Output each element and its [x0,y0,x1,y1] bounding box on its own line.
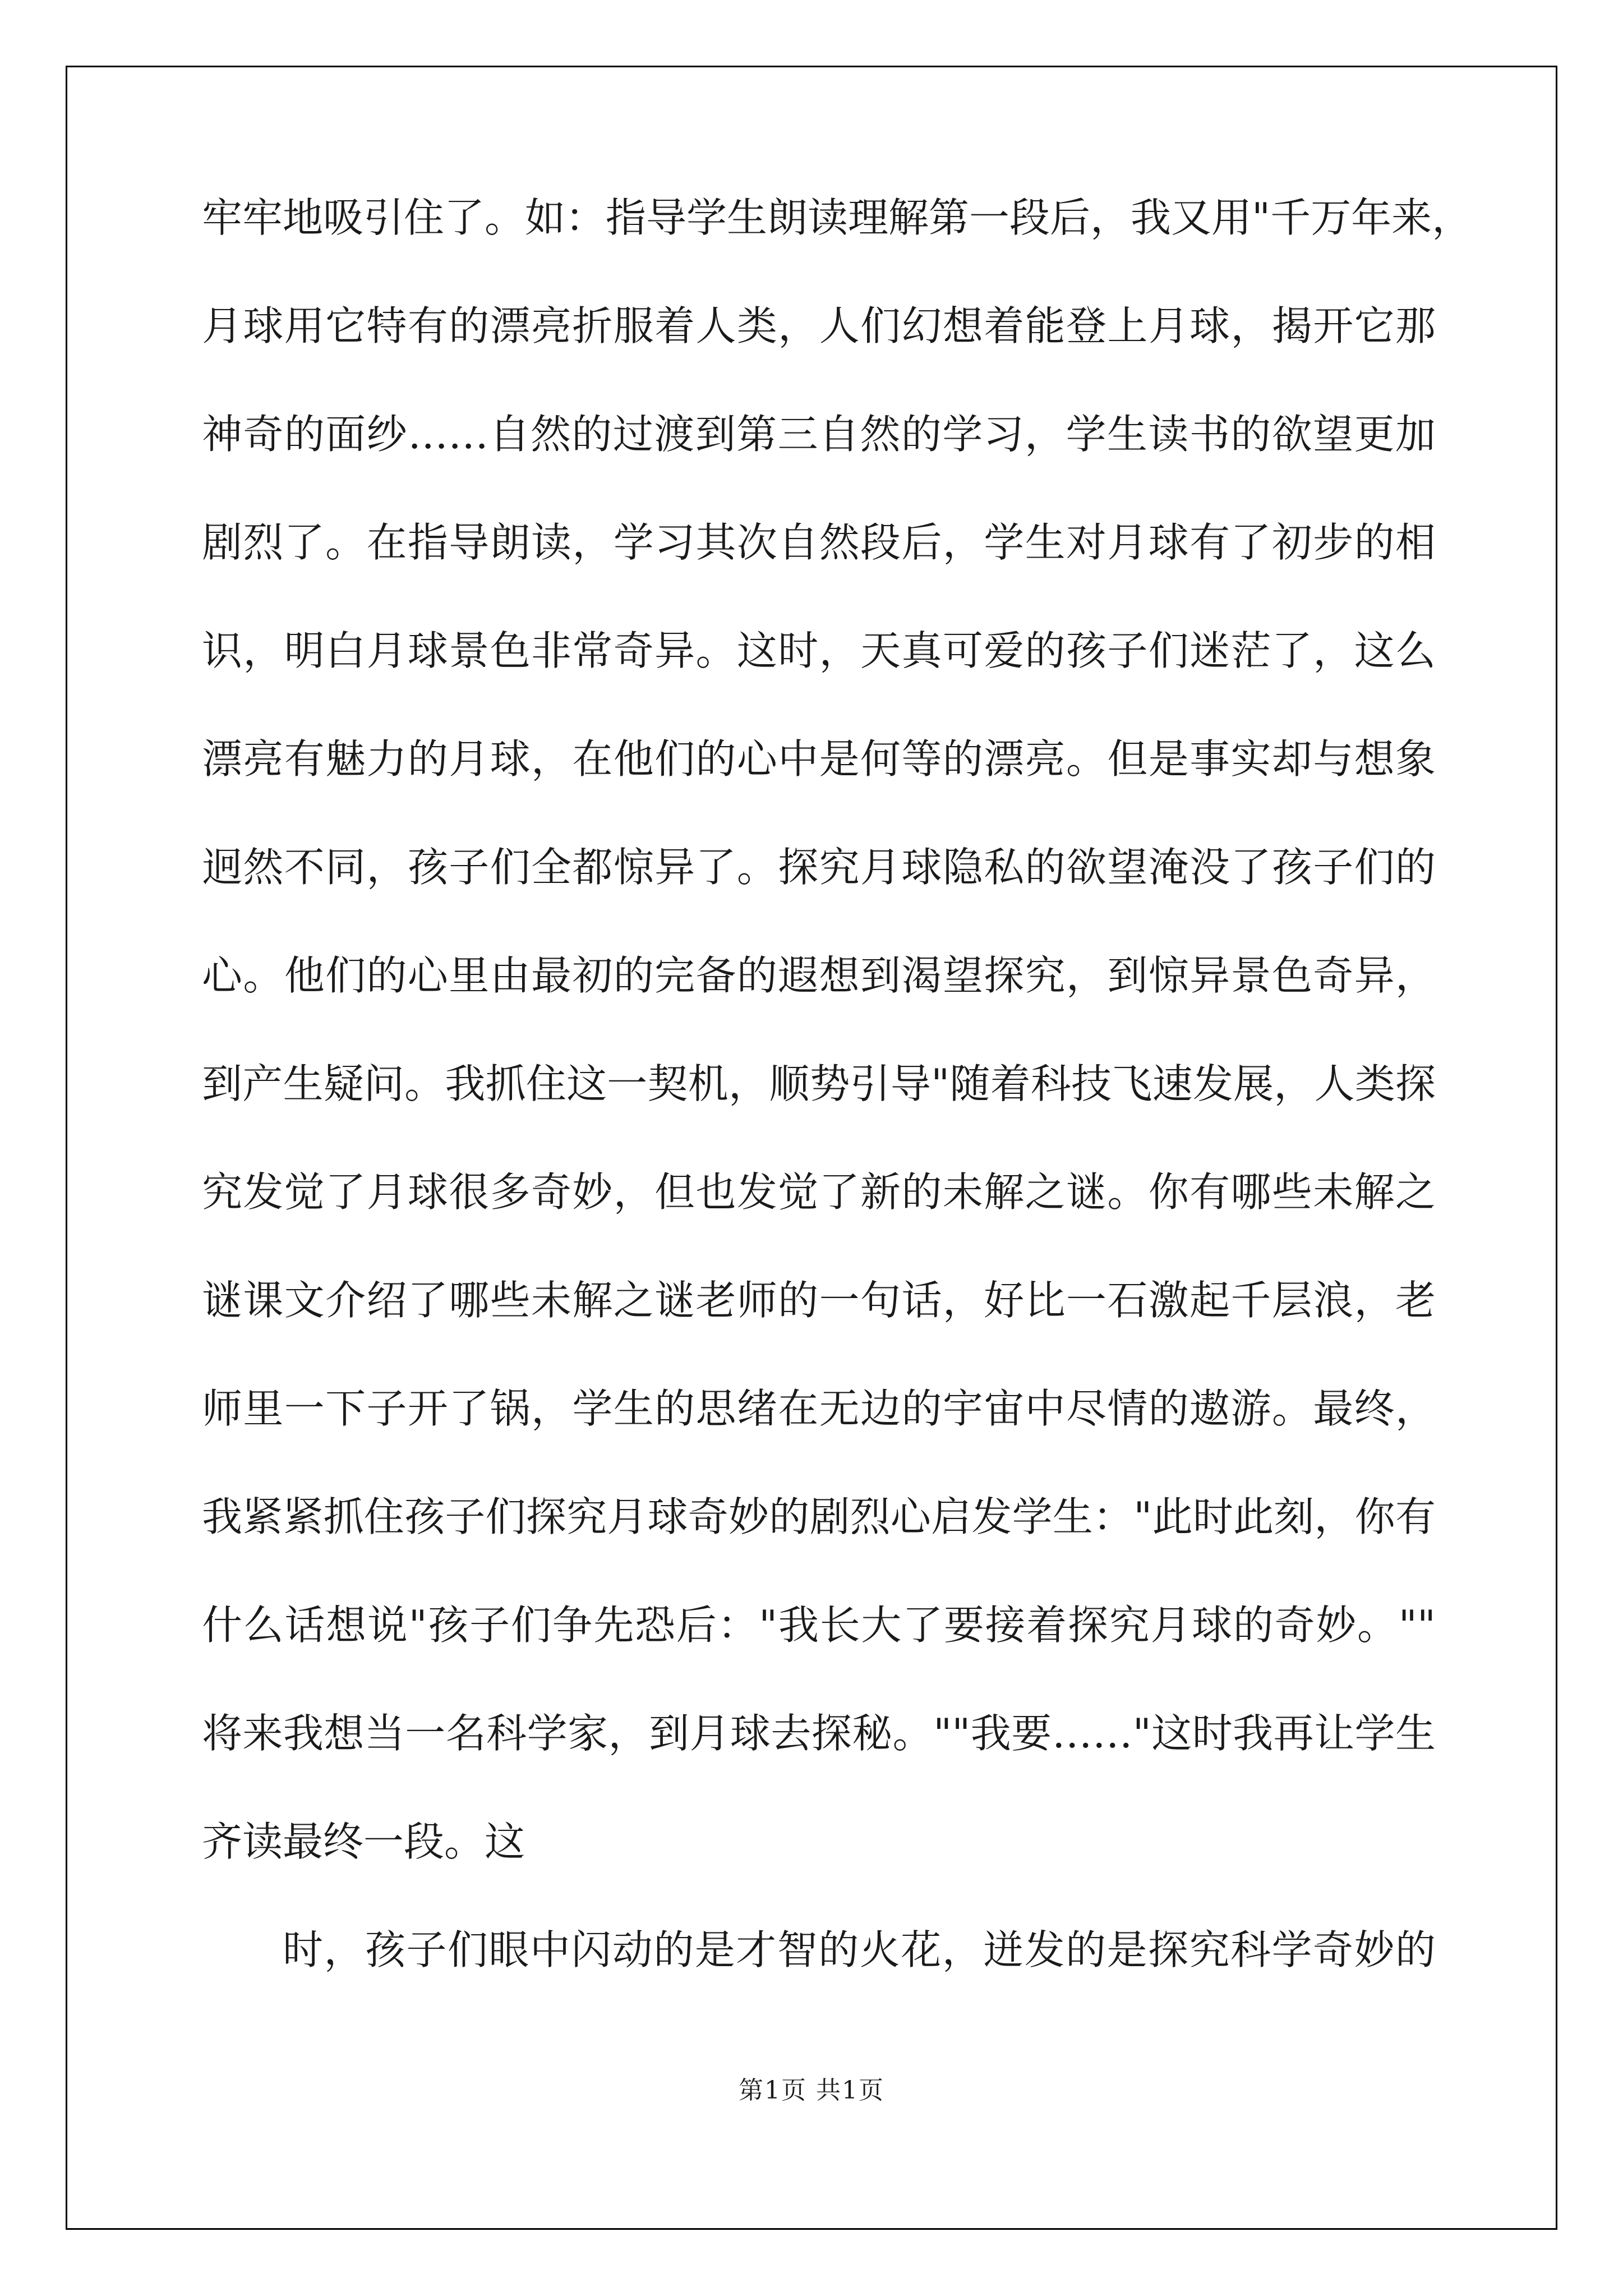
text-line: 师里一下子开了锅，学生的思绪在无边的宇宙中尽情的遨游。最终， [202,1385,1436,1432]
text-line: 谜课文介绍了哪些未解之谜老师的一句话，好比一石激起千层浪，老 [202,1277,1436,1324]
text-line: 齐读最终一段。这 [202,1818,525,1865]
text-line: 漂亮有魅力的月球，在他们的心中是何等的漂亮。但是事实却与想象 [202,735,1436,783]
text-line: 迥然不同，孩子们全都惊异了。探究月球隐私的欲望淹没了孩子们的 [202,844,1436,891]
text-line: 识，明白月球景色非常奇异。这时，天真可爱的孩子们迷茫了，这么 [202,627,1436,674]
text-line-indented: 时，孩子们眼中闪动的是才智的火花，迸发的是探究科学奇妙的 [283,1926,1436,1973]
body-text [202,164,1473,2004]
text-line: 剧烈了。在指导朗读，学习其次自然段后，学生对月球有了初步的相 [202,519,1436,566]
text-line: 究发觉了月球很多奇妙，但也发觉了新的未解之谜。你有哪些未解之 [202,1168,1436,1216]
text-line: 月球用它特有的漂亮折服着人类，人们幻想着能登上月球，揭开它那 [202,302,1436,349]
text-line: 将来我想当一名科学家，到月球去探秘。""我要……"这时我再让学生 [202,1710,1436,1757]
text-line: 到产生疑问。我抓住这一契机，顺势引导"随着科技飞速发展，人类探 [202,1060,1436,1107]
text-line: 神奇的面纱……自然的过渡到第三自然的学习，学生读书的欲望更加 [202,411,1436,458]
text-line: 我紧紧抓住孩子们探究月球奇妙的剧烈心启发学生："此时此刻，你有 [202,1493,1436,1540]
page-number-footer: 第1页 共1页 [739,2076,884,2105]
text-line: 牢牢地吸引住了。如：指导学生朗读理解第一段后，我又用"千万年来， [202,194,1473,241]
text-line: 什么话想说"孩子们争先恐后："我长大了要接着探究月球的奇妙。"" [202,1602,1436,1649]
text-line: 心。他们的心里由最初的完备的遐想到渴望探究，到惊异景色奇异， [202,952,1436,999]
